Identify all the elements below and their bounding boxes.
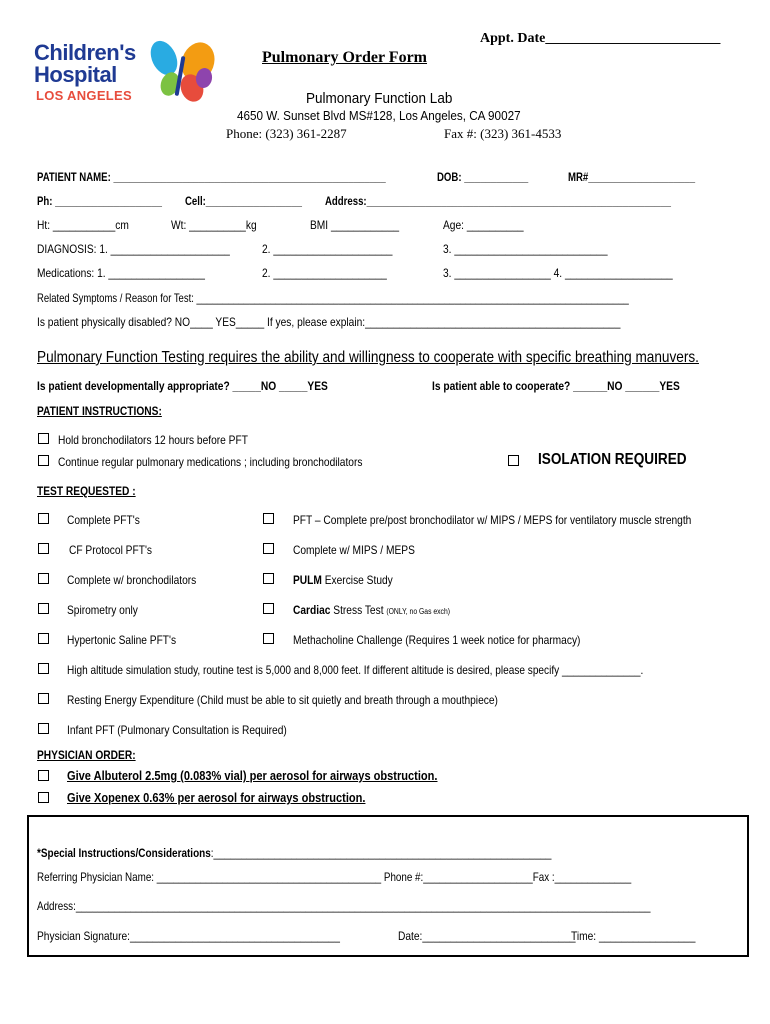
infant-pft-checkbox[interactable]	[38, 723, 49, 734]
date-field[interactable]: Date:___________________________	[398, 929, 576, 943]
resting-energy-label: Resting Energy Expenditure (Child must be able to sit quietly and breath through a mouthpiece)	[67, 693, 498, 707]
bmi-field[interactable]: BMI ____________	[310, 218, 400, 232]
physician-order-heading: PHYSICIAN ORDER:	[37, 748, 136, 762]
cardiac-rest: Stress Test	[330, 603, 387, 617]
high-altitude-checkbox[interactable]	[38, 663, 49, 674]
cell-field[interactable]: Cell:__________________	[185, 194, 302, 208]
spirometry-label: Spirometry only	[67, 603, 138, 617]
resting-energy-checkbox[interactable]	[38, 693, 49, 704]
related-symptoms-field[interactable]: Related Symptoms / Reason for Test: __________________________________________________________________________________	[37, 291, 629, 305]
albuterol-checkbox[interactable]	[38, 770, 49, 781]
pulm-exercise-checkbox[interactable]	[263, 573, 274, 584]
methacholine-checkbox[interactable]	[263, 633, 274, 644]
physician-signature-field[interactable]: Physician Signature:_____________________________________	[37, 929, 340, 943]
medications-1-field[interactable]: Medications: 1. _________________	[37, 266, 205, 280]
age-field[interactable]: Age: __________	[443, 218, 524, 232]
height-field[interactable]: Ht: ___________cm	[37, 218, 129, 232]
hold-bronchodilators-label: Hold bronchodilators 12 hours before PFT	[58, 433, 248, 447]
lab-name: Pulmonary Function Lab	[306, 90, 453, 107]
cf-protocol-checkbox[interactable]	[38, 543, 49, 554]
cardiac-stress-checkbox[interactable]	[263, 603, 274, 614]
pulm-bold: PULM	[293, 573, 322, 587]
cardiac-note: (ONLY, no Gas exch)	[386, 607, 450, 616]
referring-physician-field[interactable]: Referring Physician Name: _________________________________________ Phone #:____________________Fax :______________	[37, 870, 632, 884]
logo-line-1: Children's	[34, 40, 136, 65]
diagnosis-2-field[interactable]: 2. _____________________	[262, 242, 393, 256]
butterfly-icon	[146, 38, 226, 108]
hypertonic-saline-label: Hypertonic Saline PFT's	[67, 633, 177, 647]
xopenex-label: Give Xopenex 0.63% per aerosol for airways obstruction.	[67, 790, 366, 805]
logo-line-3: LOS ANGELES	[36, 88, 132, 103]
special-instructions-field[interactable]	[37, 846, 551, 860]
isolation-required-label: ISOLATION REQUIRED	[538, 451, 687, 468]
patient-instructions-heading: PATIENT INSTRUCTIONS:	[37, 404, 162, 418]
mr-field[interactable]: MR#____________________	[568, 170, 696, 184]
lab-phone: Phone: (323) 361-2287	[226, 126, 347, 141]
test-requested-heading: TEST REQUESTED :	[37, 484, 136, 498]
address-field[interactable]: Address:_________________________________________________________	[325, 194, 671, 208]
hold-bronchodilators-checkbox[interactable]	[38, 433, 49, 444]
isolation-required-checkbox[interactable]	[508, 455, 519, 466]
complete-bronchodilators-checkbox[interactable]	[38, 573, 49, 584]
logo-line-2: Hospital	[34, 62, 117, 87]
physically-disabled-field[interactable]: Is patient physically disabled? NO____ YES_____ If yes, please explain:_____________________________________________	[37, 315, 621, 329]
pulm-rest: Exercise Study	[321, 573, 393, 587]
xopenex-checkbox[interactable]	[38, 792, 49, 803]
medications-2-field[interactable]: 2. ____________________	[262, 266, 387, 280]
appt-date-field[interactable]: Appt. Date_________________________	[480, 31, 721, 46]
form-title: Pulmonary Order Form	[262, 49, 428, 66]
pft-pre-post-label: PFT – Complete pre/post bronchodilator w/ MIPS / MEPS for ventilatory muscle strength	[293, 513, 692, 527]
lab-address: 4650 W. Sunset Blvd MS#128, Los Angeles, CA 90027	[237, 108, 521, 123]
able-to-cooperate-field[interactable]: Is patient able to cooperate? ______NO ______YES	[432, 379, 680, 393]
medications-3-4-field[interactable]: 3. _________________ 4. ___________________	[443, 266, 673, 280]
time-field[interactable]: Time: _________________	[571, 929, 696, 943]
cardiac-bold: Cardiac	[293, 603, 331, 617]
continue-medications-checkbox[interactable]	[38, 455, 49, 466]
patient-name-field[interactable]: PATIENT NAME: ___________________________________________________	[37, 170, 386, 184]
complete-pft-checkbox[interactable]	[38, 513, 49, 524]
cardiac-stress-label	[293, 603, 450, 617]
diagnosis-1-field[interactable]: DIAGNOSIS: 1. _____________________	[37, 242, 230, 256]
complete-pft-label: Complete PFT's	[67, 513, 140, 527]
diagnosis-3-field[interactable]: 3. ___________________________	[443, 242, 608, 256]
continue-medications-label: Continue regular pulmonary medications ; including bronchodilators	[58, 455, 363, 469]
phone-field[interactable]: Ph: ____________________	[37, 194, 162, 208]
developmentally-appropriate-field[interactable]: Is patient developmentally appropriate? _____NO _____YES	[37, 379, 328, 393]
cooperation-heading: Pulmonary Function Testing requires the ability and willingness to cooperate with specific breathing manuvers.	[37, 349, 699, 366]
dob-field[interactable]: DOB: ____________	[437, 170, 529, 184]
hospital-logo	[34, 40, 229, 110]
pulm-exercise-label	[293, 573, 393, 587]
high-altitude-label: High altitude simulation study, routine test is 5,000 and 8,000 feet. If different altitude is desired, please specify ______________.	[67, 663, 644, 677]
hypertonic-saline-checkbox[interactable]	[38, 633, 49, 644]
pft-pre-post-checkbox[interactable]	[263, 513, 274, 524]
cf-protocol-label: CF Protocol PFT's	[69, 543, 152, 557]
infant-pft-label: Infant PFT (Pulmonary Consultation is Required)	[67, 723, 287, 737]
albuterol-label: Give Albuterol 2.5mg (0.083% vial) per aerosol for airways obstruction.	[67, 768, 438, 783]
box-address-field[interactable]: Address:_________________________________________________________________________________________________________	[37, 899, 651, 913]
weight-field[interactable]: Wt: __________kg	[171, 218, 257, 232]
spirometry-checkbox[interactable]	[38, 603, 49, 614]
methacholine-label: Methacholine Challenge (Requires 1 week notice for pharmacy)	[293, 633, 581, 647]
complete-mips-meps-checkbox[interactable]	[263, 543, 274, 554]
lab-fax: Fax #: (323) 361-4533	[444, 126, 562, 141]
complete-mips-meps-label: Complete w/ MIPS / MEPS	[293, 543, 415, 557]
special-instructions-line: :_____________________________________________________________	[210, 846, 552, 860]
complete-bronchodilators-label: Complete w/ bronchodilators	[67, 573, 197, 587]
special-instructions-label: *Special Instructions/Considerations	[37, 846, 211, 860]
